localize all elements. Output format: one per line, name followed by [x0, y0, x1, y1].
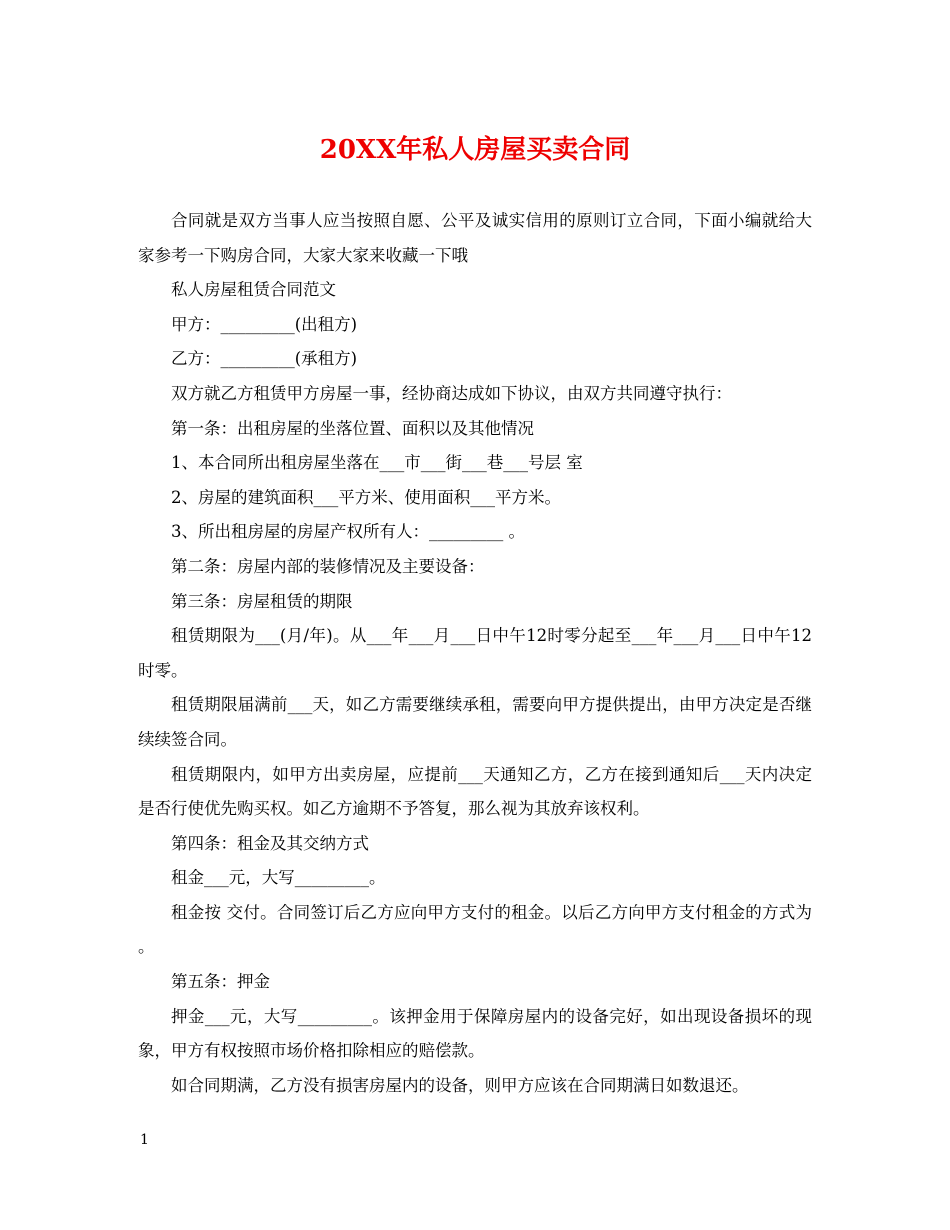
paragraph: 1、本合同所出租房屋坐落在___市___街___巷___号层 室: [171, 453, 583, 473]
paragraph: 租金按 交付。合同签订后乙方应向甲方支付的租金。以后乙方向甲方支付租金的方式为 。: [138, 902, 812, 957]
paragraph: 第五条：押金: [171, 972, 270, 992]
paragraph: 如合同期满，乙方没有损害房屋内的设备，则甲方应该在合同期满日如数退还。: [171, 1075, 749, 1095]
document-title: 20XX年私人房屋买卖合同: [319, 135, 631, 165]
paragraph: 第一条：出租房屋的坐落位置、面积以及其他情况: [171, 418, 534, 438]
paragraph: 乙方：_________(承租方): [171, 349, 358, 369]
paragraph: 租赁期限为___(月/年)。从___年___月___日中午12时零分起至___年___月___日中午12时零。: [138, 626, 812, 680]
paragraph: 双方就乙方租赁甲方房屋一事，经协商达成如下协议，由双方共同遵守执行：: [171, 383, 732, 403]
paragraph: 第三条：房屋租赁的期限: [171, 591, 353, 611]
paragraph: 甲方：_________(出租方): [171, 314, 358, 334]
paragraph: 2、房屋的建筑面积___平方米、使用面积___平方米。: [171, 487, 561, 507]
paragraph: 3、所出租房屋的房屋产权所有人：_________ 。: [171, 522, 525, 542]
paragraph: 第二条：房屋内部的装修情况及主要设备：: [171, 556, 485, 576]
paragraph: 租金___元，大写_________。: [171, 868, 386, 888]
paragraph: 第四条：租金及其交纳方式: [171, 833, 369, 853]
document-body: [138, 204, 812, 1103]
paragraph: 租赁期限届满前___天，如乙方需要继续承租，需要向甲方提供提出，由甲方决定是否继续续签合同。: [138, 695, 812, 749]
page-number: 1: [140, 1132, 149, 1148]
paragraph: 合同就是双方当事人应当按照自愿、公平及诚实信用的原则订立合同，下面小编就给大家参考一下购房合同，大家大家来收藏一下哦: [138, 211, 812, 265]
paragraph: 押金___元，大写_________。该押金用于保障房屋内的设备完好，如出现设备损坏的现象，甲方有权按照市场价格扣除相应的赔偿款。: [138, 1006, 812, 1061]
paragraph: 租赁期限内，如甲方出卖房屋，应提前___天通知乙方，乙方在接到通知后___天内决定是否行使优先购买权。如乙方逾期不予答复，那么视为其放弃该权利。: [138, 764, 812, 819]
paragraph: 私人房屋租赁合同范文: [171, 280, 336, 300]
